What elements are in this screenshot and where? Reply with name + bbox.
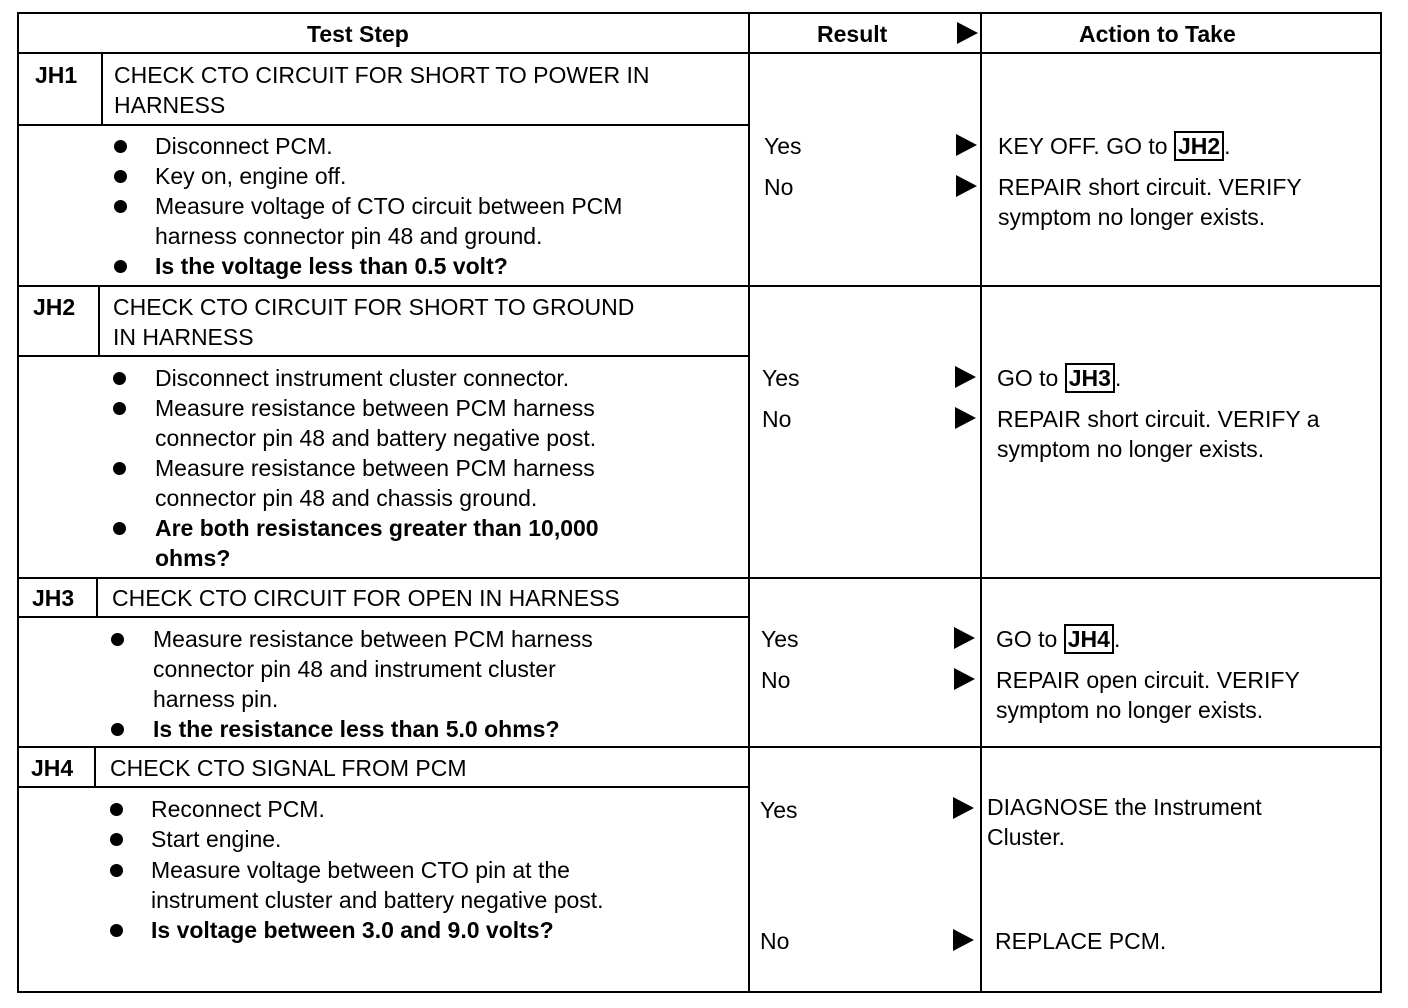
step-title: IN HARNESS [113, 324, 254, 350]
header-result: Result [817, 21, 888, 47]
action-text: DIAGNOSE the Instrument [987, 794, 1262, 820]
goto-ref-link[interactable]: JH3 [1065, 363, 1115, 393]
result-no: No [760, 928, 790, 954]
step-id: JH4 [31, 755, 74, 781]
bullet-question: ohms? [155, 545, 231, 571]
result-no: No [761, 667, 791, 693]
header-divider [17, 52, 1382, 54]
bullet-icon [113, 402, 126, 415]
bullet-icon [110, 864, 123, 877]
bullet-text: Measure resistance between PCM harness [155, 395, 595, 421]
bullet-icon [113, 372, 126, 385]
step-id: JH2 [33, 294, 76, 320]
step-separator [17, 746, 1382, 748]
header-test-step: Test Step [307, 21, 409, 47]
goto-ref-link[interactable]: JH2 [1174, 131, 1224, 161]
bullet-question: Is voltage between 3.0 and 9.0 volts? [151, 917, 554, 943]
action-text: REPAIR short circuit. VERIFY a [997, 406, 1320, 432]
step-id: JH3 [32, 585, 75, 611]
result-yes: Yes [764, 133, 802, 159]
bullet-question: Are both resistances greater than 10,000 [155, 515, 599, 541]
result-yes: Yes [761, 626, 799, 652]
action-text: REPAIR short circuit. VERIFY [998, 174, 1302, 200]
arrow-icon [956, 175, 977, 197]
action-text: KEY OFF. GO to JH2 . [998, 133, 1231, 159]
arrow-icon [954, 668, 975, 690]
step-title: HARNESS [114, 92, 226, 118]
step-title: CHECK CTO SIGNAL FROM PCM [110, 755, 467, 781]
bullet-text: Measure resistance between PCM harness [153, 626, 593, 652]
bullet-icon [113, 522, 126, 535]
id-divider [98, 287, 100, 356]
bullet-icon [110, 924, 123, 937]
result-no: No [762, 406, 792, 432]
title-underline [17, 124, 749, 126]
action-text: Cluster. [987, 824, 1065, 850]
goto-ref-link[interactable]: JH4 [1064, 624, 1114, 654]
bullet-text: connector pin 48 and battery negative post. [155, 425, 597, 451]
bullet-text: harness pin. [153, 686, 279, 712]
bullet-text: Disconnect instrument cluster connector. [155, 365, 570, 391]
bullet-text: Disconnect PCM. [155, 133, 333, 159]
id-divider [101, 54, 103, 125]
step-title: CHECK CTO CIRCUIT FOR SHORT TO POWER IN [114, 62, 650, 88]
action-text: symptom no longer exists. [997, 436, 1265, 462]
title-underline [17, 616, 749, 618]
step-separator [17, 285, 1382, 287]
bullet-icon [110, 833, 123, 846]
column-divider-action [980, 12, 982, 993]
bullet-text: Key on, engine off. [155, 163, 347, 189]
header-action: Action to Take [1079, 21, 1236, 47]
bullet-icon [114, 170, 127, 183]
bullet-text: Measure voltage of CTO circuit between PCM [155, 193, 623, 219]
id-divider [96, 579, 98, 617]
step-title: CHECK CTO CIRCUIT FOR OPEN IN HARNESS [112, 585, 620, 611]
action-text: symptom no longer exists. [998, 204, 1266, 230]
arrow-icon [956, 134, 977, 156]
arrow-icon [955, 407, 976, 429]
column-divider-result [748, 12, 750, 993]
bullet-icon [113, 462, 126, 475]
bullet-text: Reconnect PCM. [151, 796, 325, 822]
bullet-icon [114, 200, 127, 213]
action-text: REPLACE PCM. [995, 928, 1167, 954]
step-id: JH1 [35, 62, 78, 88]
bullet-icon [114, 140, 127, 153]
table-right-border [1380, 12, 1382, 993]
header-arrow-icon [957, 22, 978, 44]
bullet-text: Measure voltage between CTO pin at the [151, 857, 570, 883]
bullet-icon [111, 633, 124, 646]
bullet-text: connector pin 48 and chassis ground. [155, 485, 538, 511]
arrow-icon [955, 366, 976, 388]
step-separator [17, 577, 1382, 579]
bullet-icon [114, 260, 127, 273]
table-bottom-border [17, 991, 1382, 993]
arrow-icon [953, 797, 974, 819]
arrow-icon [954, 627, 975, 649]
bullet-text: harness connector pin 48 and ground. [155, 223, 543, 249]
bullet-question: Is the resistance less than 5.0 ohms? [153, 716, 560, 742]
bullet-text: Measure resistance between PCM harness [155, 455, 595, 481]
bullet-text: connector pin 48 and instrument cluster [153, 656, 556, 682]
bullet-text: instrument cluster and battery negative post. [151, 887, 604, 913]
bullet-text: Start engine. [151, 826, 282, 852]
title-underline [17, 355, 749, 357]
action-text: GO to JH4 . [996, 626, 1121, 652]
arrow-icon [953, 929, 974, 951]
action-text: REPAIR open circuit. VERIFY [996, 667, 1300, 693]
bullet-icon [110, 803, 123, 816]
title-underline [17, 786, 749, 788]
result-yes: Yes [762, 365, 800, 391]
step-title: CHECK CTO CIRCUIT FOR SHORT TO GROUND [113, 294, 635, 320]
table-left-border [17, 12, 19, 993]
result-no: No [764, 174, 794, 200]
bullet-icon [111, 723, 124, 736]
result-yes: Yes [760, 797, 798, 823]
id-divider [94, 748, 96, 787]
bullet-question: Is the voltage less than 0.5 volt? [155, 253, 508, 279]
table-top-border [17, 12, 1382, 14]
action-text: GO to JH3 . [997, 365, 1122, 391]
action-text: symptom no longer exists. [996, 697, 1264, 723]
